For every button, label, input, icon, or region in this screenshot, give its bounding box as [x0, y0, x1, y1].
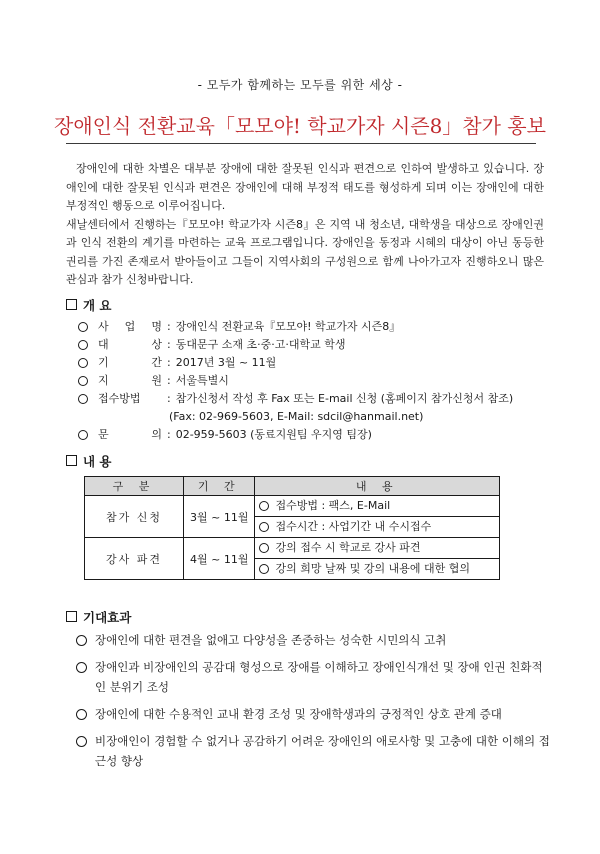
overview-label — [98, 336, 162, 354]
overview-colon: : — [167, 356, 171, 369]
overview-colon: : — [167, 338, 171, 351]
square-bullet-icon — [66, 611, 77, 622]
overview-label-part: 지 — [98, 374, 109, 387]
overview-list — [78, 318, 548, 444]
circle-bullet-icon — [78, 340, 88, 350]
overview-label — [98, 354, 162, 372]
overview-colon: : — [167, 320, 171, 333]
overview-colon: : — [167, 428, 171, 441]
content-table — [84, 476, 500, 580]
row-period: 4월 ~ 11월 — [184, 538, 255, 580]
overview-value: 장애인식 전환교육『모모야! 학교가자 시즌8』 — [175, 320, 401, 333]
header-period: 기 간 — [184, 477, 255, 496]
row-details — [255, 538, 500, 580]
slogan: - 모두가 함께하는 모두를 위한 세상 - — [197, 78, 403, 92]
overview-label-part: 의 — [151, 428, 162, 441]
row-details — [255, 496, 500, 538]
detail-item: 접수방법 : 팩스, E-Mail — [255, 496, 499, 516]
table-row — [85, 538, 500, 580]
circle-bullet-icon — [76, 662, 87, 673]
overview-item — [78, 372, 548, 390]
overview-label-part: 기 — [98, 356, 109, 369]
overview-contact-detail: (Fax: 02-969-5603, E-Mail: sdcil@hanmail.net) — [169, 410, 424, 423]
section-effects-heading: 기대효과 — [66, 608, 131, 626]
overview-item — [78, 318, 548, 336]
overview-label-part: 명 — [151, 320, 162, 333]
overview-value: 2017년 3월 ~ 11월 — [175, 356, 277, 369]
overview-value: 동대문구 소재 초·중·고·대학교 학생 — [175, 338, 346, 351]
overview-item — [78, 354, 548, 372]
detail-item: 강의 희망 날짜 및 강의 내용에 대한 협의 — [255, 558, 499, 579]
intro-paragraph-1: 장애인에 대한 차별은 대부분 장애에 대한 잘못된 인식과 편견으로 인하여 발생하고 있습니다. 장애인에 대한 잘못된 인식과 편견은 장애인에 대해 부정적 태도를 형성하게 되며 이는 장애인에 대한 부정적인 행동으로 이루어집니다. — [66, 162, 544, 212]
effects-list — [76, 630, 550, 778]
row-category: 참가 신청 — [85, 496, 184, 538]
overview-item — [78, 336, 548, 354]
list-item: 비장애인이 경험할 수 없거나 공감하기 어려운 장애인의 애로사항 및 고충에 대한 이해의 접근성 향상 — [76, 731, 550, 771]
detail-item: 접수시간 : 사업기간 내 수시접수 — [255, 516, 499, 537]
overview-label-part: 업 — [124, 320, 136, 333]
document-title: 장애인식 전환교육「모모야! 학교가자 시즌8」참가 홍보 — [54, 114, 546, 138]
list-item: 장애인에 대한 편견을 없애고 다양성을 존중하는 성숙한 시민의식 고취 — [76, 630, 550, 650]
overview-colon: : — [167, 392, 171, 405]
overview-item — [78, 426, 548, 444]
list-item: 장애인과 비장애인의 공감대 형성으로 장애를 이해하고 장애인식개선 및 장애 인권 친화적인 분위기 조성 — [76, 657, 550, 697]
overview-label-part: 대 — [98, 338, 109, 351]
list-item: 장애인에 대한 수용적인 교내 환경 조성 및 장애학생과의 긍정적인 상호 관계 증대 — [76, 704, 550, 724]
overview-label-part: 문 — [98, 428, 109, 441]
table-row — [85, 496, 500, 538]
circle-bullet-icon — [78, 358, 88, 368]
overview-label-part: 사 — [98, 320, 109, 333]
overview-value: 참가신청서 작성 후 Fax 또는 E-mail 신청 (홈페이지 참가신청서 참조) — [175, 392, 514, 405]
overview-label-part: 원 — [151, 374, 162, 387]
overview-label-part: 상 — [151, 338, 162, 351]
header-content: 내 용 — [255, 477, 500, 496]
section-overview-heading: 개 요 — [66, 296, 112, 314]
overview-label-part: 접수방법 — [98, 392, 141, 405]
circle-bullet-icon — [259, 564, 269, 574]
square-bullet-icon — [66, 299, 77, 310]
detail-item: 강의 접수 시 학교로 강사 파견 — [255, 538, 499, 558]
circle-bullet-icon — [76, 635, 87, 646]
overview-label — [98, 426, 162, 444]
overview-value: 서울특별시 — [175, 374, 229, 387]
overview-item — [78, 390, 548, 408]
section-content-heading: 내 용 — [66, 452, 112, 470]
circle-bullet-icon — [259, 543, 269, 553]
row-period: 3월 ~ 11월 — [184, 496, 255, 538]
overview-label — [98, 318, 162, 336]
circle-bullet-icon — [259, 522, 269, 532]
overview-colon: : — [167, 374, 171, 387]
overview-label — [98, 390, 162, 408]
intro-text — [66, 160, 544, 290]
overview-value: 02-959-5603 (동료지원팀 우지영 팀장) — [175, 428, 372, 441]
circle-bullet-icon — [78, 430, 88, 440]
header-category: 구 분 — [85, 477, 184, 496]
square-bullet-icon — [66, 455, 77, 466]
circle-bullet-icon — [259, 501, 269, 511]
circle-bullet-icon — [76, 736, 87, 747]
content-table-header-row — [85, 477, 500, 496]
row-category: 강사 파견 — [85, 538, 184, 580]
circle-bullet-icon — [78, 376, 88, 386]
circle-bullet-icon — [78, 394, 88, 404]
title-underline — [66, 143, 536, 144]
intro-paragraph-2: 새날센터에서 진행하는『모모야! 학교가자 시즌8』은 지역 내 청소년, 대학생을 대상으로 장애인권과 인식 전환의 계기를 마련하는 교육 프로그램입니다. 장애인을 동정과 시혜의 대상이 아닌 동등한 권리를 가진 존재로서 받아들이고 그들이 지역사회의 구성원으로 함께 나아가고자 진행하오니 많은 관심과 참가 신청바랍니다. — [66, 217, 544, 286]
circle-bullet-icon — [78, 322, 88, 332]
overview-label — [98, 372, 162, 390]
circle-bullet-icon — [76, 709, 87, 720]
overview-label-part: 간 — [151, 356, 162, 369]
